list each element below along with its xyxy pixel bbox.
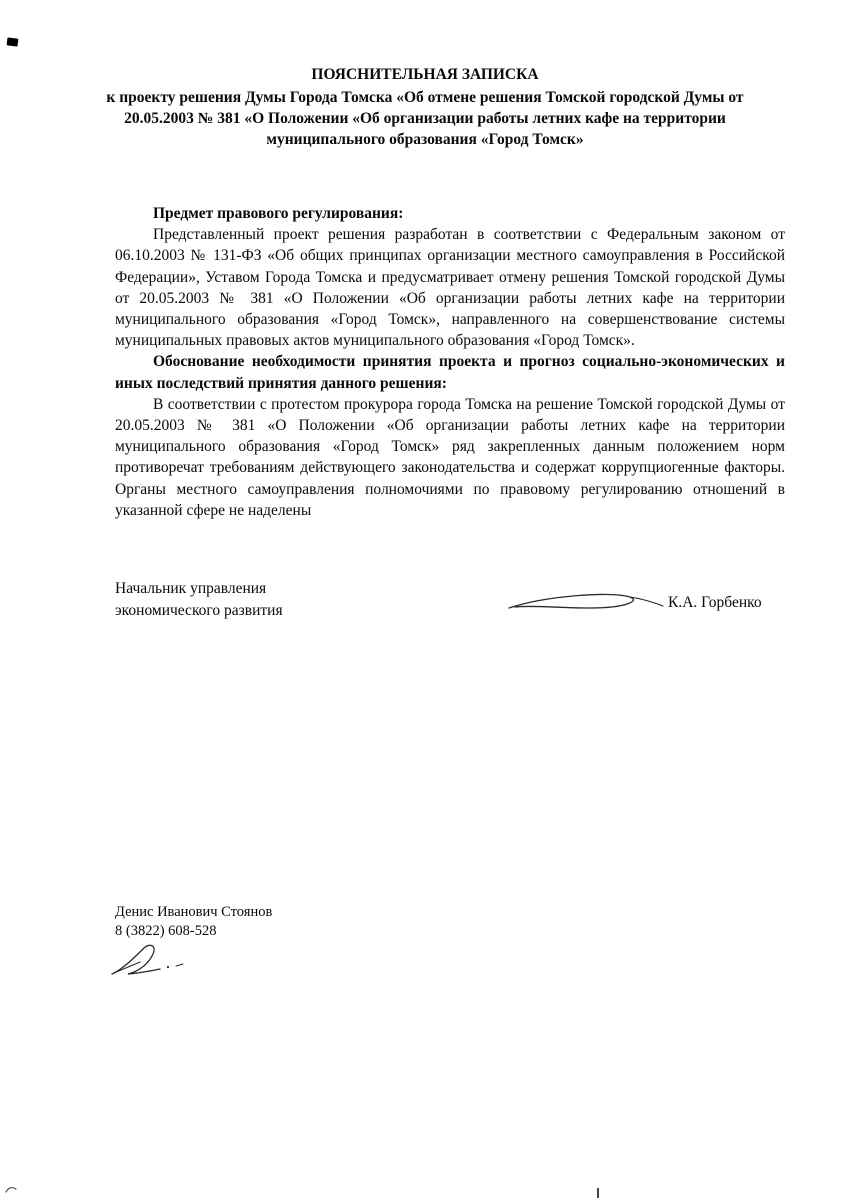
scan-artifact-bottom-left [5, 1184, 19, 1194]
signer-position [115, 578, 283, 622]
section-heading-justification: Обоснование необходимости принятия проекта и прогноз социально-экономических и иных последствий принятия данного решения: [115, 353, 785, 392]
scan-artifact-bottom-center [597, 1188, 599, 1198]
scan-artifact-top-left [7, 37, 19, 46]
contact-name: Денис Иванович Стоянов [115, 904, 273, 920]
paragraph-justification: В соответствии с протестом прокурора города Томска на решение Томской городской Думы от 20.05.2003 № 381 «О Положении «Об организации работы летних кафе на территории муниципального образования «Город Томск» ряд закрепленных данным положением норм противоречат требованиям действующего законодательства и содержат коррупциогенные факторы. Органы местного самоуправления полномочиями по правовому регулированию отношений в указанной сфере не наделены [115, 395, 785, 519]
document-body [115, 203, 785, 521]
signature-icon [505, 588, 667, 618]
signer-position-line2: экономического развития [115, 602, 283, 619]
paragraph-subject: Представленный проект решения разработан в соответствии с Федеральным законом от 06.10.2003 № 131-ФЗ «Об общих принципах организации местного самоуправления в Российской Федерации», Уставом Города Томска и предусматривает отмену решения Томской городской Думы от 20.05.2003 № 381 «О Положении «Об организации работы летних кафе на территории муниципального образования «Город Томск», направленного на совершенствование системы муниципальных правовых актов муниципального образования «Город Томск». [115, 226, 785, 350]
document-title: ПОЯСНИТЕЛЬНАЯ ЗАПИСКА [311, 66, 539, 83]
signature-flourish-icon [110, 940, 194, 982]
document-subtitle: к проекту решения Думы Города Томска «Об отмене решения Томской городской Думы от 20.05.2003 № 381 «О Положении «Об организации работы летних кафе на территории муниципального образования «Город Томск» [106, 89, 744, 148]
title-block [78, 64, 772, 150]
contact-phone: 8 (3822) 608-528 [115, 923, 217, 939]
signer-name: К.А. Горбенко [668, 594, 762, 611]
section-heading-subject: Предмет правового регулирования: [153, 205, 404, 222]
signer-position-line1: Начальник управления [115, 580, 267, 597]
contact-block [115, 903, 272, 941]
